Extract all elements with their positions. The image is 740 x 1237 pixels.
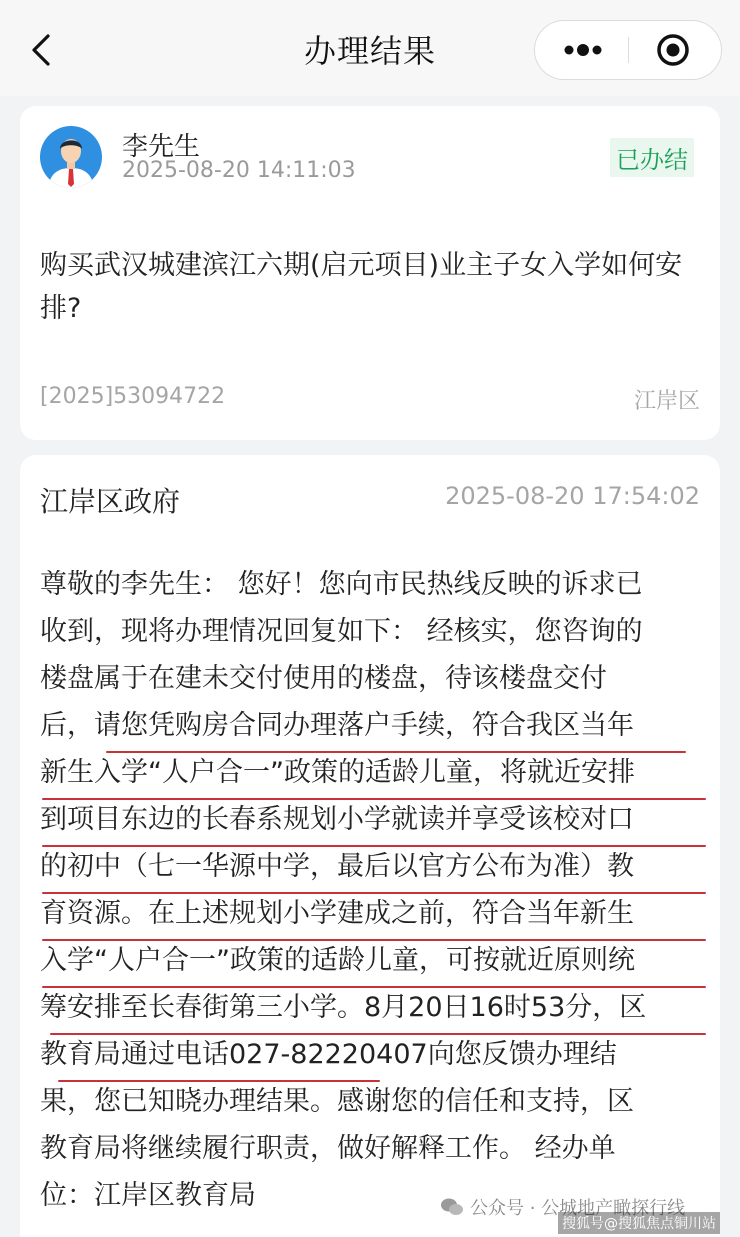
more-button[interactable] [535,21,628,79]
wechat-icon [440,1197,464,1217]
back-button[interactable] [26,30,62,70]
reply-line: 教育局通过电话027-82220407向您反馈办理结 [40,1039,617,1070]
reply-line: 育资源。在上述规划小学建成之前，符合当年新生 [40,898,634,929]
highlight-underline [58,1080,380,1082]
reply-line: 果，您已知晓办理结果。感谢您的信任和支持，区 [40,1086,634,1117]
highlight-underline [42,798,706,800]
target-close-icon [629,21,722,79]
highlight-underline [42,892,706,894]
close-mini-program-button[interactable] [629,21,722,79]
chevron-left-icon [26,30,62,70]
avatar [40,126,102,188]
ticket-number: [2025]53094722 [40,384,226,409]
complaint-card [20,106,720,440]
highlight-underline [42,939,706,941]
reply-body [40,561,700,1219]
reply-line: 楼盘属于在建未交付使用的楼盘，待该楼盘交付 [40,663,607,694]
complaint-question: 购买武汉城建滨江六期(启元项目)业主子女入学如何安排? [40,250,683,324]
submit-timestamp: 2025-08-20 14:11:03 [122,158,356,183]
wechat-watermark-text: 公众号 · 公城地产瞰探行线 [470,1198,686,1219]
highlight-underline [50,1033,706,1035]
reply-line: 后，请您凭购房合同办理落户手续，符合我区当年 [40,710,634,741]
reply-card [20,455,720,1237]
reply-line: 筹安排至长春街第三小学。8月20日16时53分，区 [40,992,647,1023]
status-badge: 已办结 [610,138,694,177]
district-label: 江岸区 [633,389,700,414]
sohu-watermark: 搜狐号@搜狐焦点铜川站 [558,1212,720,1234]
reply-line: 位：江岸区教育局 [40,1180,256,1211]
reply-line: 尊敬的李先生： 您好！您向市民热线反映的诉求已 [40,569,643,600]
highlight-underline [42,845,706,847]
reply-line: 教育局将继续履行职责，做好解释工作。 经办单 [40,1133,616,1164]
more-dots-icon [535,21,628,79]
user-avatar-icon [40,126,102,188]
user-name: 李先生 [122,132,201,162]
reply-line: 的初中（七一华源中学，最后以官方公布为准）教 [40,851,634,882]
highlight-underline [106,751,686,753]
reply-line: 入学“人户合一”政策的适龄儿童，可按就近原则统 [40,945,635,976]
page-title: 办理结果 [303,32,436,70]
highlight-underline [42,986,706,988]
navigation-bar [0,0,740,96]
reply-timestamp: 2025-08-20 17:54:02 [445,482,700,510]
reply-line: 收到，现将办理情况回复如下： 经核实，您咨询的 [40,616,643,647]
department-name: 江岸区政府 [40,485,181,518]
reply-line: 新生入学“人户合一”政策的适龄儿童，将就近安排 [40,757,635,788]
reply-line: 到项目东边的长春系规划小学就读并享受该校对口 [40,804,634,835]
mini-program-capsule [534,20,722,80]
